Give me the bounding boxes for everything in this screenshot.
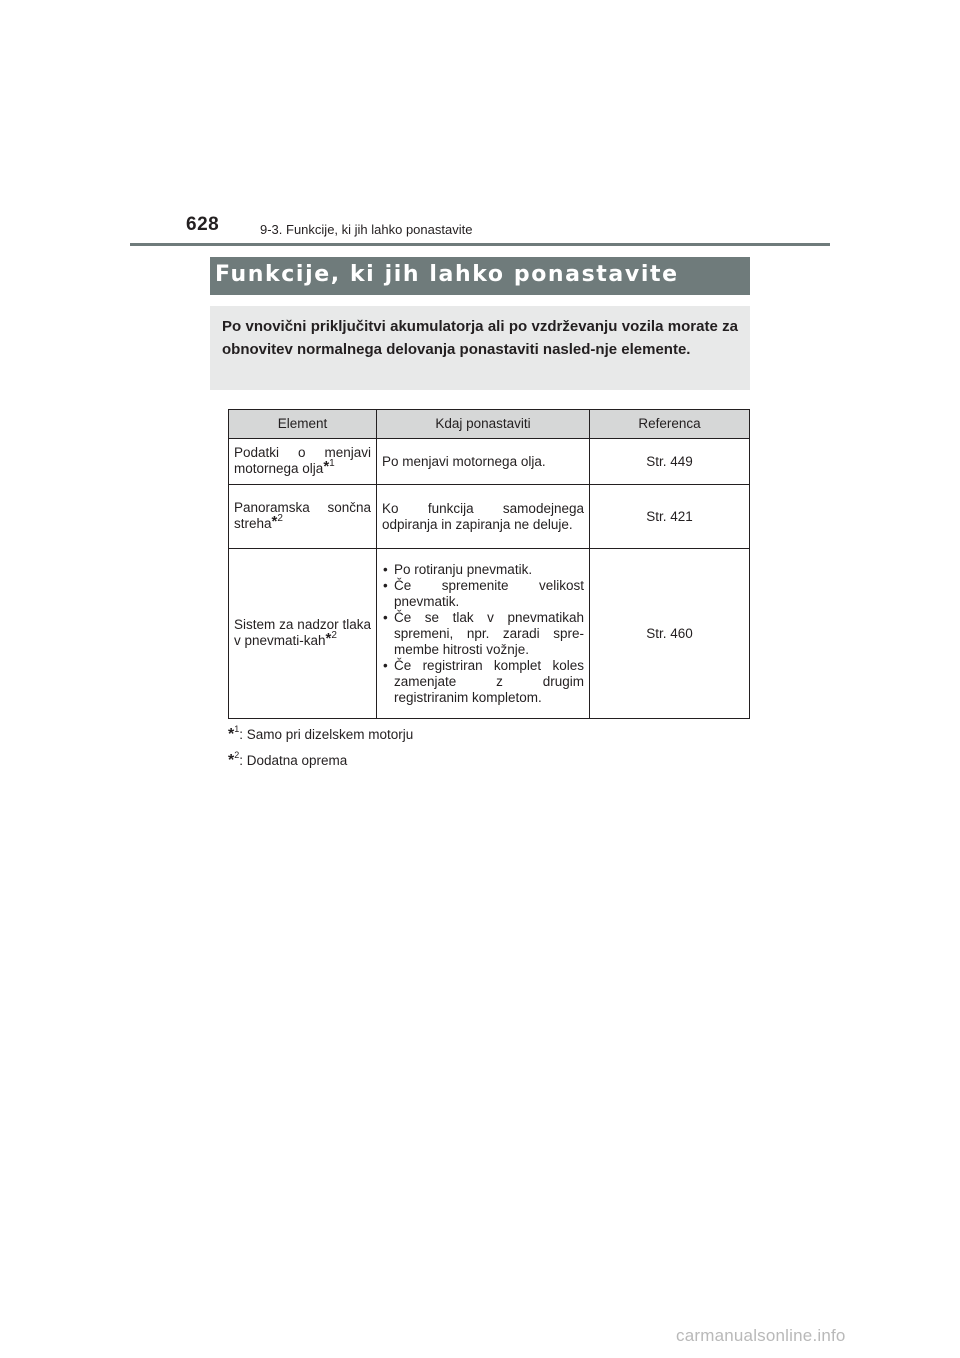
- list-item: • Če registriran komplet koles zamenjate z drugim registriranim kompletom.: [382, 658, 584, 706]
- footnote-ref: 2: [331, 629, 337, 641]
- table-cell-reference: Str. 460: [590, 549, 750, 719]
- table-row: [229, 549, 750, 719]
- table-cell-when: Ko funkcija samodejnega odpiranja in zapiranja ne deluje.: [377, 485, 590, 549]
- footnote-star: *: [228, 726, 235, 743]
- element-text: Panoramska sončna streha: [234, 499, 371, 531]
- element-text: Sistem za nadzor tlaka v pnevmati-kah: [234, 616, 371, 648]
- footnote-star: *: [323, 457, 330, 475]
- footnote-number: 1: [234, 724, 240, 734]
- footnote-text: : Dodatna oprema: [239, 753, 348, 768]
- table-cell-reference: Str. 449: [590, 439, 750, 485]
- table-cell-element: [229, 549, 377, 719]
- footnote-star: *: [228, 752, 235, 769]
- intro-box: [210, 306, 750, 390]
- footnote-number: 2: [234, 750, 240, 760]
- header-divider: [130, 243, 830, 246]
- title-bar: [210, 257, 750, 295]
- list-item: • Po rotiranju pnevmatik.: [382, 562, 584, 578]
- list-item: • Če spremenite velikost pnevmatik.: [382, 578, 584, 610]
- column-header-when: Kdaj ponastaviti: [377, 410, 590, 439]
- intro-text: Po vnovični priključitvi akumulatorja ali po vzdrževanju vozila morate za obnovitev normalnega delovanja ponastaviti nasled-nje elemente.: [222, 318, 738, 358]
- footnote-ref: 2: [277, 512, 283, 524]
- table-cell-when: Po menjavi motornega olja.: [377, 439, 590, 485]
- page-number: 628: [186, 214, 220, 235]
- reset-table: [228, 409, 750, 719]
- table-cell-element: [229, 485, 377, 549]
- footnote: [228, 726, 413, 744]
- element-text: Podatki o menjavi motornega olja: [234, 444, 371, 476]
- table-row: [229, 485, 750, 549]
- footnote-star: *: [325, 629, 332, 647]
- footnote-text: : Samo pri dizelskem motorju: [239, 727, 414, 742]
- column-header-reference: Referenca: [590, 410, 750, 439]
- footnote: [228, 752, 347, 770]
- table-row: [229, 439, 750, 485]
- table-header-row: [229, 410, 750, 439]
- list-item: • Če se tlak v pnevmatikah spremeni, npr. zaradi spre-membe hitrosti vožnje.: [382, 610, 584, 658]
- table-cell-when: [377, 549, 590, 719]
- footnote-ref: 1: [329, 457, 335, 469]
- page-title: Funkcije, ki jih lahko ponastavite: [215, 262, 679, 287]
- bullet-list: [382, 562, 584, 706]
- watermark: carmanualsonline.info: [676, 1326, 846, 1345]
- table-cell-element: [229, 439, 377, 485]
- footnote-star: *: [271, 512, 278, 530]
- section-header: 9-3. Funkcije, ki jih lahko ponastavite: [260, 222, 473, 237]
- table-cell-reference: Str. 421: [590, 485, 750, 549]
- column-header-element: Element: [229, 410, 377, 439]
